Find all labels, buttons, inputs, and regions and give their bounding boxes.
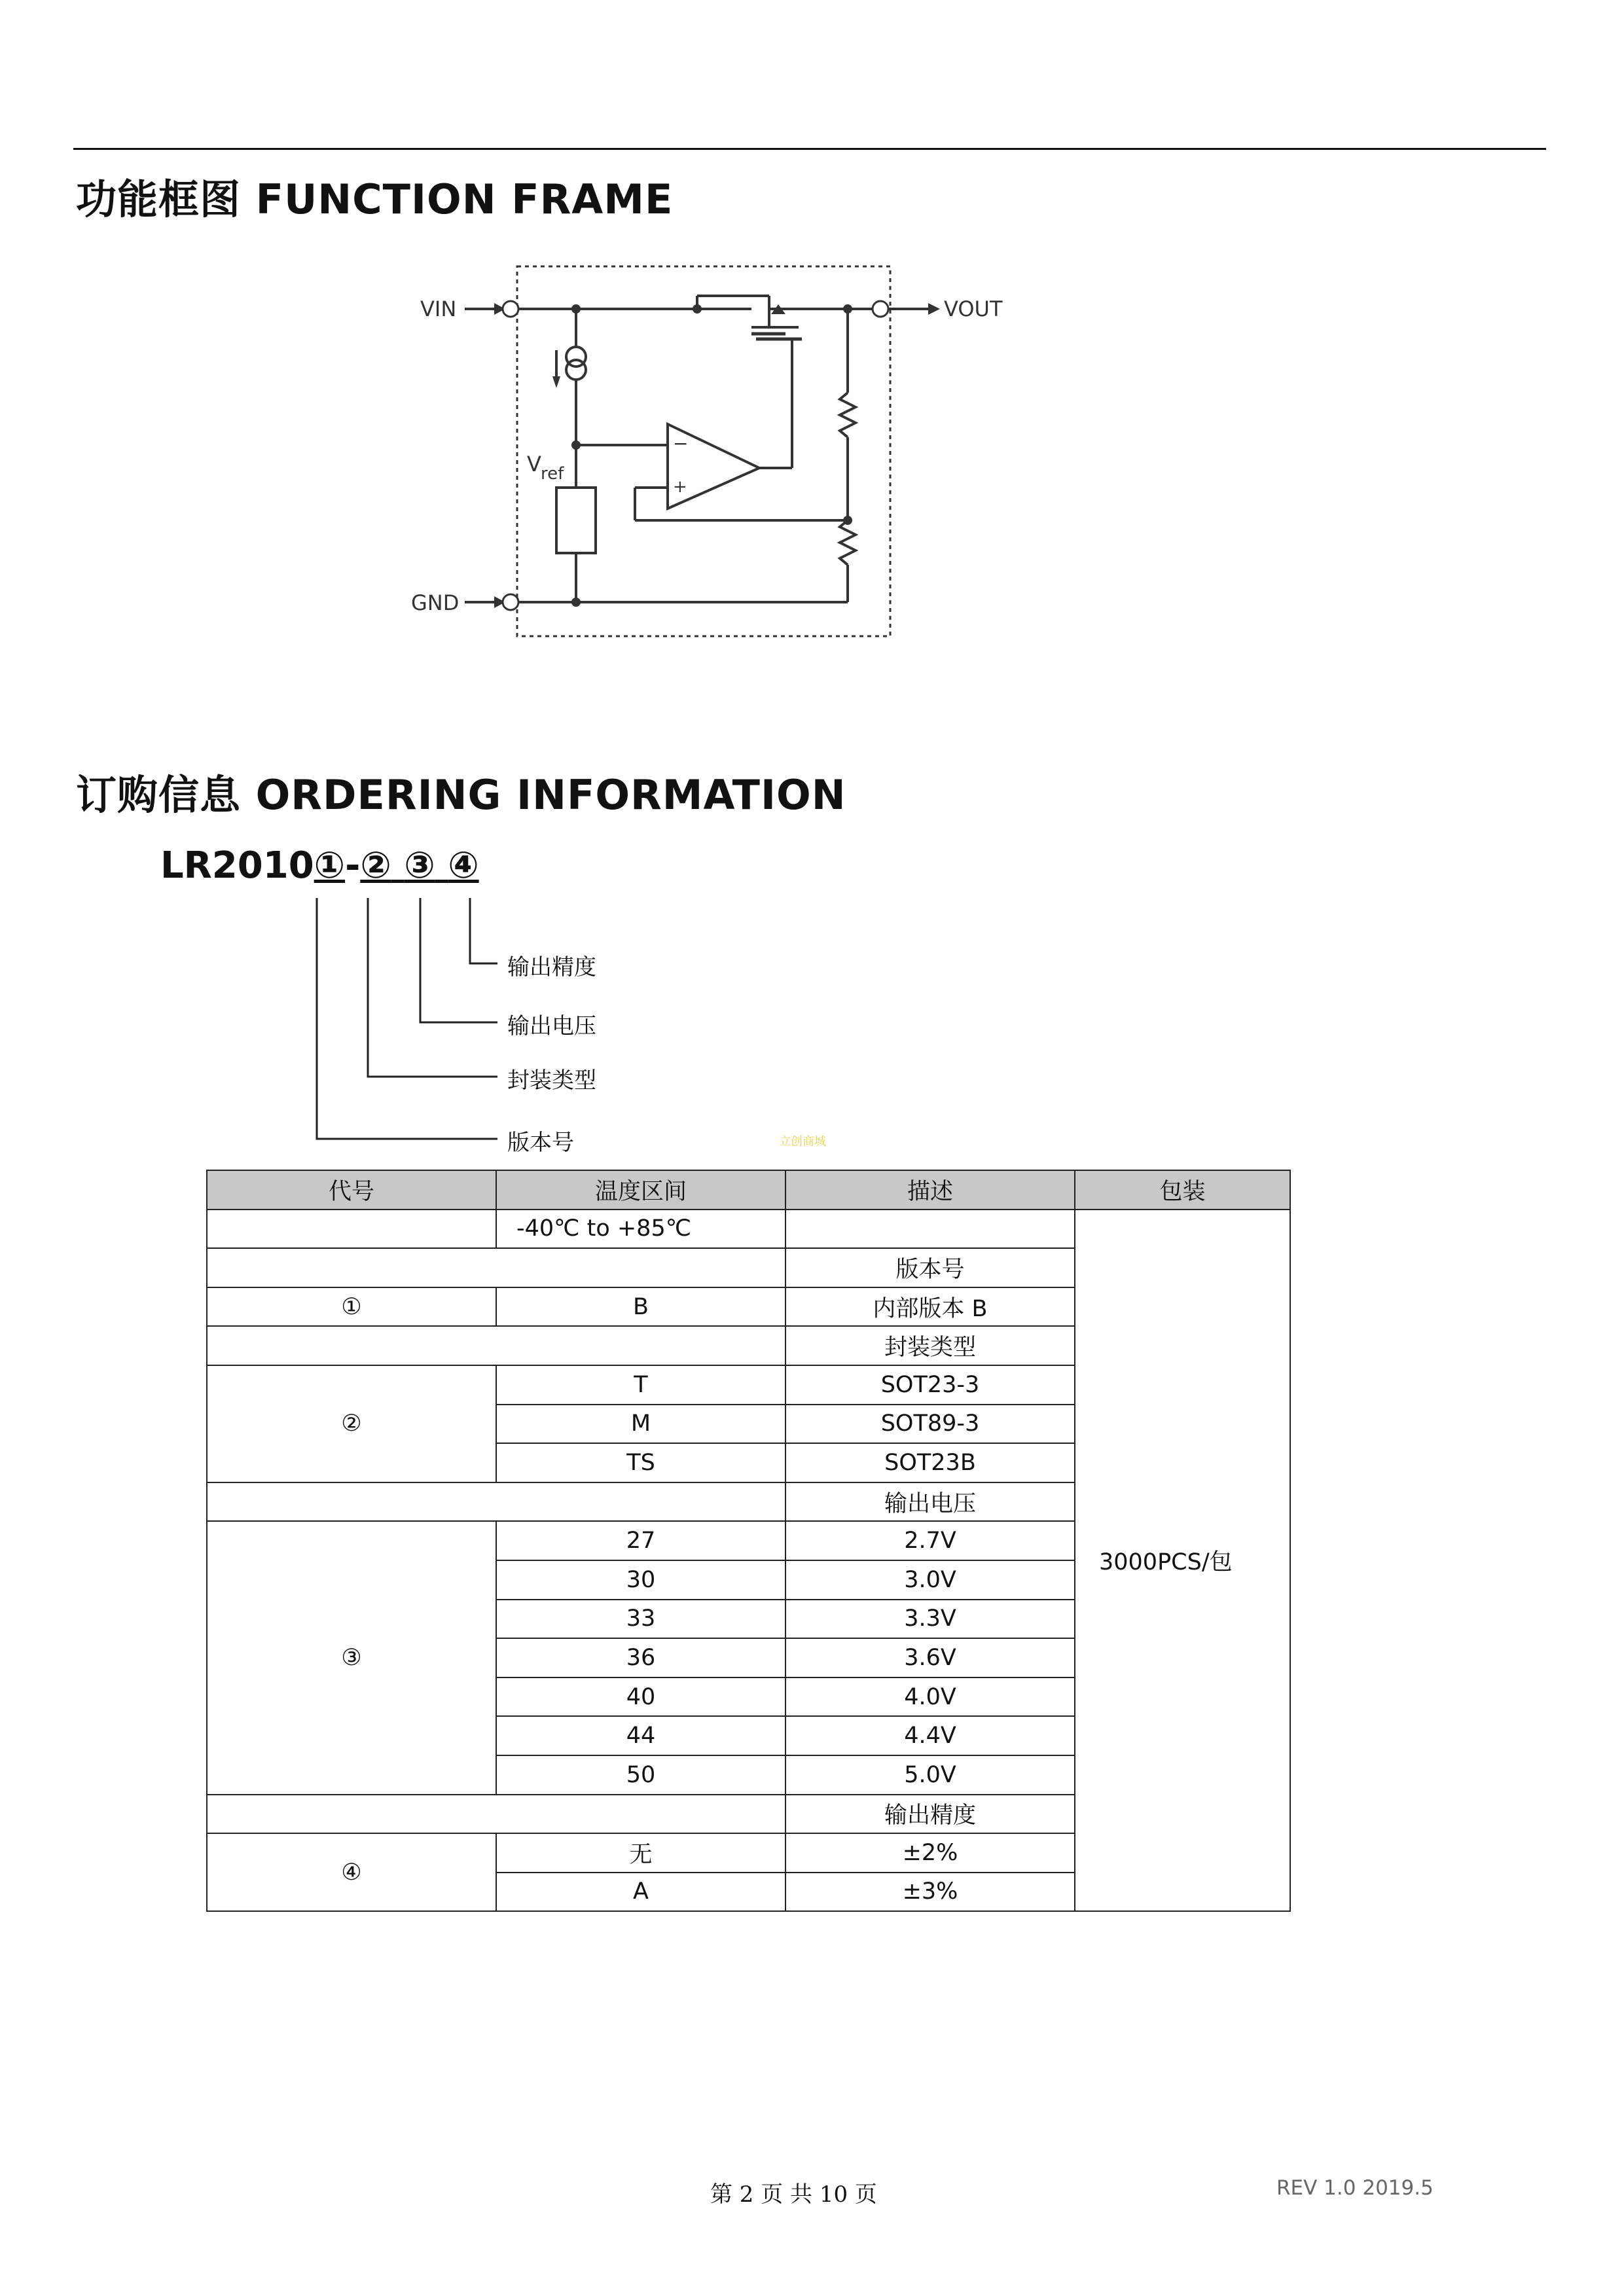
- cell-desc: 4.4V: [785, 1716, 1075, 1755]
- cell-desc: 4.0V: [785, 1677, 1075, 1717]
- ordering-table: [206, 1170, 1291, 1912]
- cell-desc: 3.6V: [785, 1638, 1075, 1677]
- vout-terminal: [873, 301, 888, 317]
- cell-desc: 内部版本 B: [785, 1287, 1075, 1327]
- opamp-plus: +: [673, 477, 687, 497]
- table-row: [207, 1210, 1290, 1249]
- group-label-voltage: 输出电压: [785, 1482, 1075, 1522]
- cell-desc: ±2%: [785, 1833, 1075, 1873]
- cell-code: T: [496, 1365, 785, 1405]
- opamp-minus: −: [673, 433, 689, 454]
- code-3: ③: [207, 1521, 496, 1794]
- cell-code: 50: [496, 1755, 785, 1795]
- cell-code: A: [496, 1873, 785, 1912]
- vin-terminal: [503, 301, 518, 317]
- part-number-code: [160, 844, 479, 887]
- header-temp: 温度区间: [496, 1170, 785, 1210]
- field-4-marker: ④: [448, 844, 479, 887]
- legend-package: 封装类型: [507, 1067, 596, 1094]
- cell-desc: 3.0V: [785, 1560, 1075, 1600]
- cell-desc: SOT89-3: [785, 1405, 1075, 1444]
- cell-desc: SOT23-3: [785, 1365, 1075, 1405]
- header-packing: 包装: [1075, 1170, 1290, 1210]
- cell-code: 44: [496, 1716, 785, 1755]
- function-block-diagram: [393, 249, 1047, 641]
- cell-desc: 2.7V: [785, 1521, 1075, 1560]
- field-2-marker: ②: [360, 844, 391, 887]
- cell-code: TS: [496, 1443, 785, 1482]
- table-header-row: [207, 1170, 1290, 1210]
- revision-date: REV 1.0 2019.5: [1276, 2176, 1434, 2200]
- cell-code: M: [496, 1405, 785, 1444]
- cell-code: 40: [496, 1677, 785, 1717]
- chip-boundary: [517, 266, 890, 636]
- section-title-function-frame: 功能框图 FUNCTION FRAME: [76, 175, 674, 223]
- header-desc: 描述: [785, 1170, 1075, 1210]
- cell-desc: 3.3V: [785, 1600, 1075, 1639]
- section-title-ordering: 订购信息 ORDERING INFORMATION: [76, 771, 846, 819]
- group-label-version: 版本号: [785, 1248, 1075, 1287]
- field-3-marker: ③: [404, 844, 435, 887]
- code-2: ②: [207, 1365, 496, 1482]
- code-4: ④: [207, 1833, 496, 1911]
- vref-subscript: ref: [541, 464, 564, 484]
- legend-accuracy: 输出精度: [507, 954, 596, 980]
- header-code: 代号: [207, 1170, 496, 1210]
- page-number: 第 2 页 共 10 页: [710, 2181, 877, 2208]
- group-label-accuracy: 输出精度: [785, 1795, 1075, 1834]
- cell-code: 36: [496, 1638, 785, 1677]
- legend-voltage: 输出电压: [507, 1013, 596, 1039]
- part-prefix: LR2010: [160, 844, 314, 887]
- group-label-package: 封装类型: [785, 1326, 1075, 1365]
- code-1: ①: [207, 1287, 496, 1327]
- cell-code: 无: [496, 1833, 785, 1873]
- top-rule: [73, 148, 1546, 150]
- watermark-text: 立创商城: [779, 1135, 826, 1149]
- gnd-terminal: [503, 594, 518, 610]
- cell-code: 27: [496, 1521, 785, 1560]
- cell-code: B: [496, 1287, 785, 1327]
- vref-label: V: [527, 452, 541, 476]
- cell-code: 30: [496, 1560, 785, 1600]
- legend-version: 版本号: [507, 1130, 574, 1156]
- cell-desc: SOT23B: [785, 1443, 1075, 1482]
- gnd-label: GND: [411, 590, 460, 615]
- temp-range: -40℃ to +85℃: [496, 1210, 785, 1249]
- part-dash: -: [345, 844, 361, 887]
- cell-code: 33: [496, 1600, 785, 1639]
- packing-cell: 3000PCS/包: [1075, 1210, 1290, 1912]
- vin-label: VIN: [420, 296, 457, 321]
- vout-label: VOUT: [944, 296, 1003, 321]
- cell-desc: 5.0V: [785, 1755, 1075, 1795]
- field-1-marker: ①: [314, 844, 346, 887]
- cell-desc: ±3%: [785, 1873, 1075, 1912]
